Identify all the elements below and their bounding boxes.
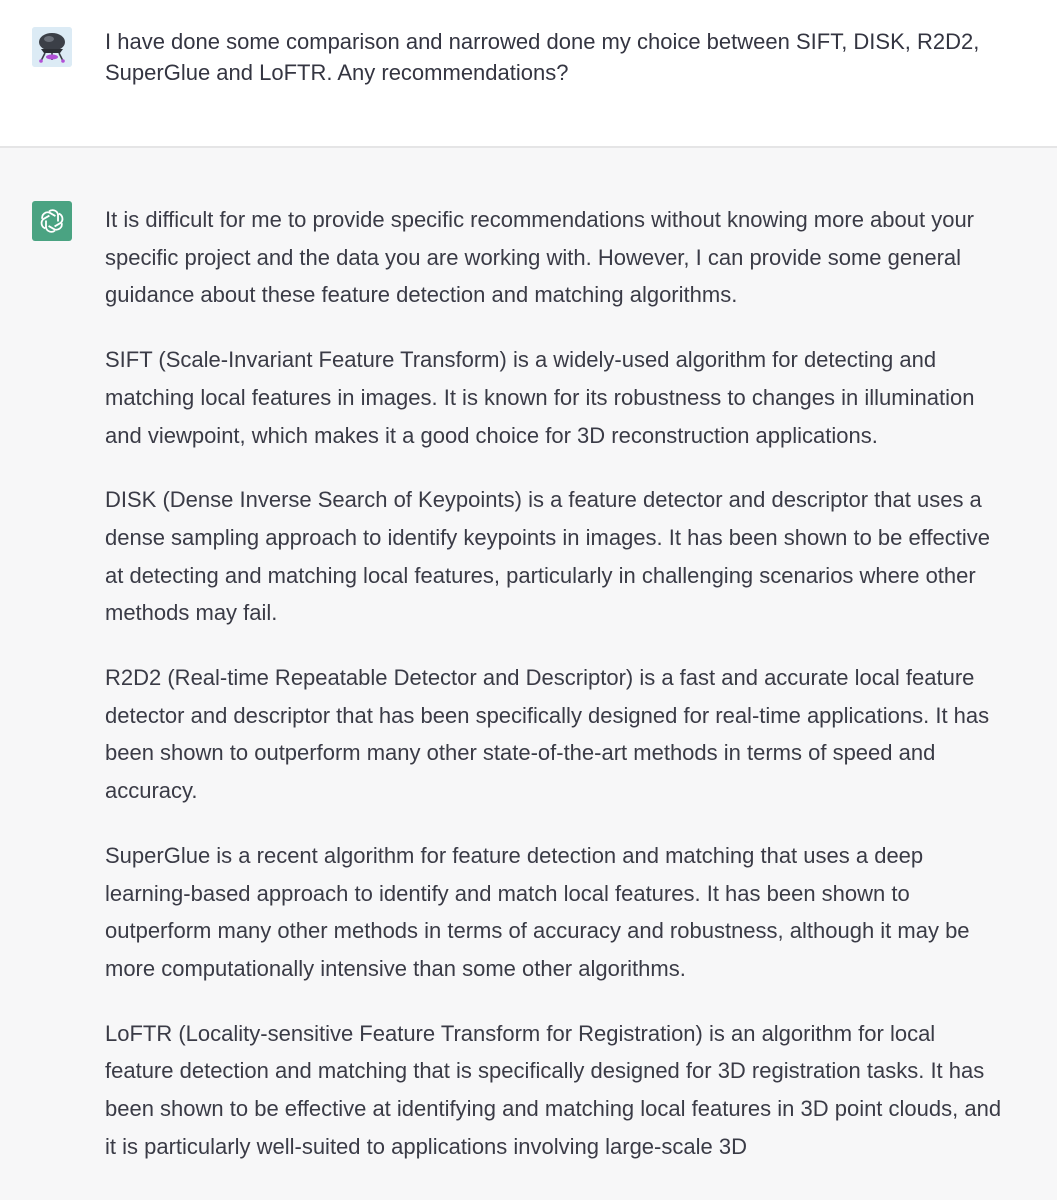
assistant-message-body: [105, 201, 1005, 1192]
assistant-paragraph: SuperGlue is a recent algorithm for feature detection and matching that uses a deep learning-based approach to identify and match local features. It has been shown to outperform many other methods in terms of accuracy and robustness, although it may be more computationally intensive than some other algorithms.: [105, 842, 970, 981]
user-message-text: I have done some comparison and narrowed done my choice between SIFT, DISK, R2D2, SuperGlue and LoFTR. Any recommendations?: [105, 29, 980, 85]
assistant-paragraph: It is difficult for me to provide specific recommendations without knowing more about your specific project and the data you are working with. However, I can provide some general guidance about these feature detection and matching algorithms.: [105, 207, 974, 308]
user-message-row: [0, 0, 1057, 146]
assistant-paragraph: SIFT (Scale-Invariant Feature Transform) is a widely-used algorithm for detecting and matching local features in images. It is known for its robustness to changes in illumination and viewpoint, which makes it a good choice for 3D reconstruction applications.: [105, 347, 975, 448]
assistant-paragraph: LoFTR (Locality-sensitive Feature Transform for Registration) is an algorithm for local feature detection and matching that is specifically designed for 3D registration tasks. It has been shown to be effective at identifying and matching local features in 3D point clouds, and it is particularly well-suited to applications involving large-scale 3D: [105, 1020, 1002, 1159]
assistant-paragraph: DISK (Dense Inverse Search of Keypoints) is a feature detector and descriptor that uses a dense sampling approach to identify keypoints in images. It has been shown to be effective at detecting and matching local features, particularly in challenging scenarios where other methods may fail.: [105, 487, 991, 626]
assistant-message-row: [0, 148, 1057, 1200]
user-avatar-icon: [32, 27, 72, 67]
chatgpt-logo-icon: [32, 201, 72, 241]
assistant-paragraph: R2D2 (Real-time Repeatable Detector and Descriptor) is a fast and accurate local feature detector and descriptor that has been specifically designed for real-time applications. It has been shown to outperform many other state-of-the-art methods in terms of speed and accuracy.: [105, 665, 990, 804]
